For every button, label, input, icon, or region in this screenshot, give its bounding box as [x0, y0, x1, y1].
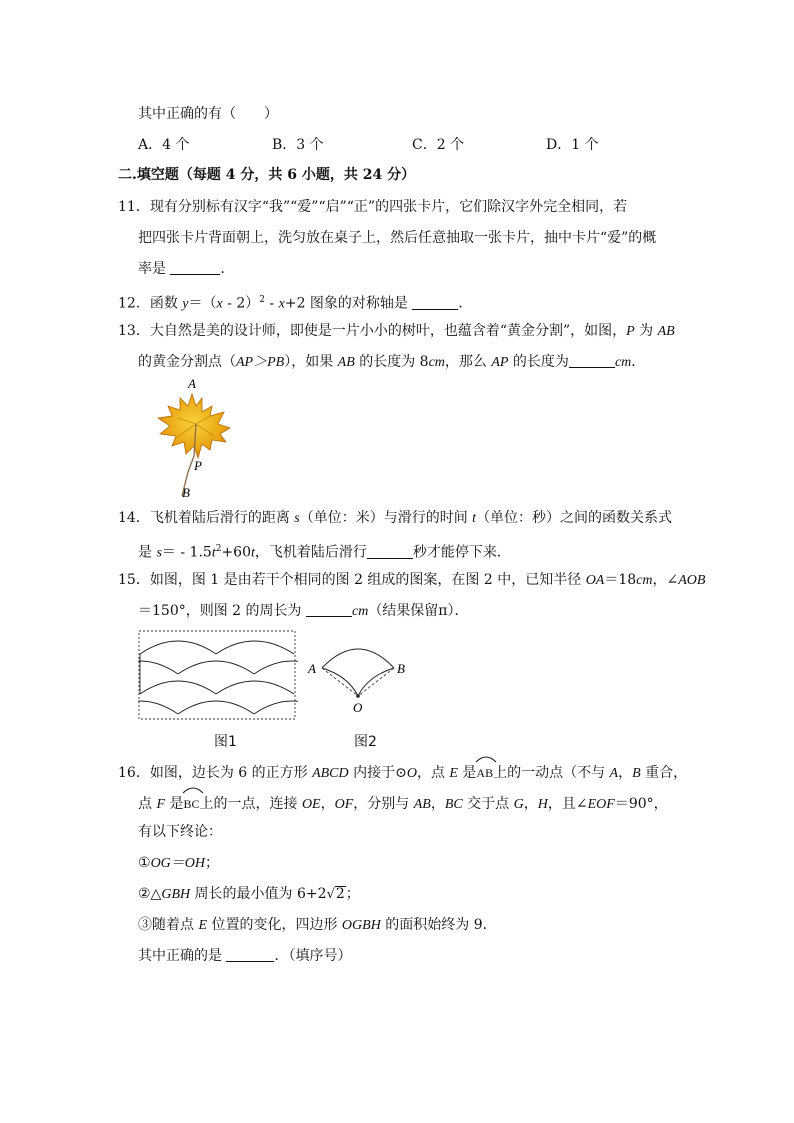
answer-blank[interactable]	[170, 260, 220, 275]
q11-line2: 把四张卡片背面朝上，洗匀放在桌子上，然后任意抽取一张卡片，抽中卡片“爱”的概	[138, 230, 657, 246]
q15-line2: ＝150°，则图 2 的周长为 cm（结果保留π）．	[138, 603, 469, 619]
figure-1	[138, 630, 298, 722]
q16-conclusion-3: ③随着点 E 位置的变化，四边形 OGBH 的面积始终为 9．	[138, 917, 497, 933]
q16-line3: 有以下终论：	[138, 824, 222, 840]
answer-blank[interactable]	[367, 544, 413, 559]
answer-blank[interactable]	[569, 353, 615, 368]
point-label-b: B	[397, 661, 405, 676]
section-title: 二.填空题（每题 4 分，共 6 小题，共 24 分）	[118, 167, 416, 183]
q10-option-b: B．3 个	[272, 137, 324, 153]
maple-leaf-figure	[150, 376, 240, 501]
q14-line2: 是 $s= - 1.5t^2+60t$，飞机着陆后滑行 秒才能停下来．	[138, 544, 511, 561]
q13-line1: 13．大自然是美的设计师，即使是一片小小的树叶，也蕴含着“黄金分割”，如图，P 为 AB	[118, 323, 675, 339]
scale-pattern-diagram	[138, 630, 298, 722]
q16-final: 其中正确的是 ．（填序号）	[138, 948, 352, 964]
q16-conclusion-2: ②△GBH 周长的最小值为 6+2√2；	[138, 886, 360, 902]
arc-ab-symbol: AB	[476, 760, 493, 783]
answer-blank[interactable]	[306, 602, 352, 617]
point-label-p: P	[194, 458, 202, 473]
q16-conclusion-1: ①OG＝OH；	[138, 855, 220, 871]
point-label-b: B	[182, 485, 190, 500]
figure-2	[304, 640, 414, 720]
maple-leaf-icon	[150, 376, 240, 501]
q10-option-a: A．4 个	[138, 137, 190, 153]
q16-line1: 16．如图，边长为 6 的正方形 ABCD 内接于⊙O，点 E 是 AB上的一动点（不与 A，B 重合，	[118, 760, 687, 784]
answer-blank[interactable]	[226, 947, 274, 962]
point-label-a: A	[188, 376, 196, 391]
q10-option-c: C．2 个	[412, 137, 465, 153]
q10-option-d: D．1 个	[546, 137, 599, 153]
arc-bc-symbol: BC	[183, 791, 199, 814]
q11-line3: 率是 ．	[138, 261, 235, 277]
sector-diagram	[304, 640, 414, 720]
q13-line2: 的黄金分割点（AP＞PB），如果 AB 的长度为 8cm，那么 AP 的长度为 cm．	[138, 354, 646, 370]
q12-line: 12．函数 y＝（x - 2）$^2$ - x+2 图象的对称轴是 ．	[118, 295, 473, 312]
point-label-a: A	[308, 661, 316, 676]
q15-line1: 15．如图，图 1 是由若干个相同的图 2 组成的图案，在图 2 中，已知半径 OA＝18cm，∠AOB	[118, 572, 706, 588]
figure-1-caption: 图1	[214, 734, 237, 750]
figure-2-caption: 图2	[354, 734, 377, 750]
answer-blank[interactable]	[412, 295, 458, 310]
q16-line2: 点 F 是 BC上的一点，连接 OE，OF，分别与 AB，BC 交于点 G，H，且∠EOF＝90°，	[138, 791, 668, 815]
q10-tail: 其中正确的有（ ）	[138, 106, 278, 122]
q14-line1: 14．飞机着陆后滑行的距离 s（单位：米）与滑行的时间 t（单位：秒）之间的函数关系式	[118, 510, 673, 526]
q11-line1: 11．现有分别标有汉字“我”“爱”“启”“正”的四张卡片，它们除汉字外完全相同，若	[118, 199, 628, 215]
point-label-o: O	[353, 700, 363, 715]
